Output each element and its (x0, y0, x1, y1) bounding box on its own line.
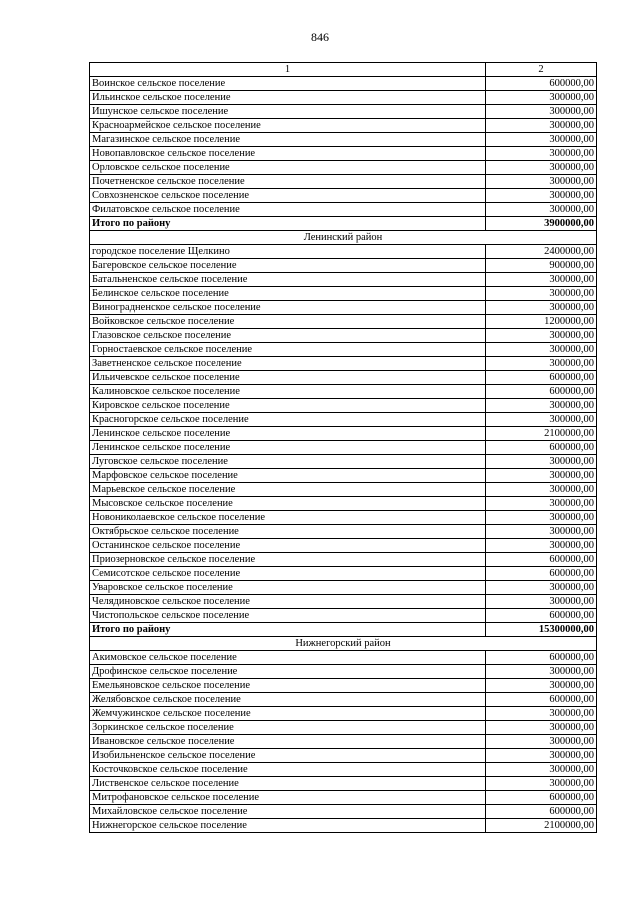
settlement-name: Ленинское сельское поселение (90, 427, 486, 441)
table-row (90, 441, 597, 455)
table-row (90, 147, 597, 161)
table-row (90, 567, 597, 581)
table-row (90, 595, 597, 609)
settlement-name: Филатовское сельское поселение (90, 203, 486, 217)
settlement-amount: 300000,00 (486, 147, 597, 161)
settlement-name: Желябовское сельское поселение (90, 693, 486, 707)
settlement-amount: 2400000,00 (486, 245, 597, 259)
settlement-name: Марфовское сельское поселение (90, 469, 486, 483)
table-row (90, 763, 597, 777)
settlement-amount: 600000,00 (486, 441, 597, 455)
table-row (90, 791, 597, 805)
table-row (90, 203, 597, 217)
settlement-amount: 600000,00 (486, 791, 597, 805)
table-row (90, 427, 597, 441)
table-row (90, 273, 597, 287)
settlement-name: Жемчужинское сельское поселение (90, 707, 486, 721)
district-heading: Нижнегорский район (90, 637, 597, 651)
settlement-name: Совхозненское сельское поселение (90, 189, 486, 203)
settlement-amount: 600000,00 (486, 77, 597, 91)
settlement-name: Косточковское сельское поселение (90, 763, 486, 777)
table-row (90, 819, 597, 833)
district-total-amount: 3900000,00 (486, 217, 597, 231)
table-row (90, 133, 597, 147)
settlement-name: Акимовское сельское поселение (90, 651, 486, 665)
settlement-amount: 600000,00 (486, 651, 597, 665)
settlement-name: Кировское сельское поселение (90, 399, 486, 413)
district-total-row (90, 217, 597, 231)
settlement-name: Останинское сельское поселение (90, 539, 486, 553)
district-heading: Ленинский район (90, 231, 597, 245)
settlement-name: Глазовское сельское поселение (90, 329, 486, 343)
settlement-name: Ильинское сельское поселение (90, 91, 486, 105)
settlement-name: Ишунское сельское поселение (90, 105, 486, 119)
settlement-name: Марьевское сельское поселение (90, 483, 486, 497)
settlement-name: Чистопольское сельское поселение (90, 609, 486, 623)
table-row (90, 329, 597, 343)
settlement-name: Новониколаевское сельское поселение (90, 511, 486, 525)
settlement-name: Ивановское сельское поселение (90, 735, 486, 749)
district-heading-row (90, 231, 597, 245)
settlement-amount: 300000,00 (486, 287, 597, 301)
table-row (90, 357, 597, 371)
settlement-name: Ленинское сельское поселение (90, 441, 486, 455)
settlement-amount: 300000,00 (486, 679, 597, 693)
settlement-amount: 600000,00 (486, 609, 597, 623)
settlement-amount: 300000,00 (486, 413, 597, 427)
settlement-name: Изобильненское сельское поселение (90, 749, 486, 763)
settlement-amount: 900000,00 (486, 259, 597, 273)
settlement-name: Митрофановское сельское поселение (90, 791, 486, 805)
table-row (90, 105, 597, 119)
settlement-amount: 300000,00 (486, 301, 597, 315)
table-row (90, 539, 597, 553)
settlement-name: Емельяновское сельское поселение (90, 679, 486, 693)
settlement-name: Красногорское сельское поселение (90, 413, 486, 427)
table-row (90, 315, 597, 329)
settlement-amount: 300000,00 (486, 665, 597, 679)
table-row (90, 259, 597, 273)
settlement-name: Виноградненское сельское поселение (90, 301, 486, 315)
table-row (90, 553, 597, 567)
settlement-name: Челядиновское сельское поселение (90, 595, 486, 609)
settlement-name: Луговское сельское поселение (90, 455, 486, 469)
settlement-amount: 300000,00 (486, 175, 597, 189)
settlement-amount: 300000,00 (486, 399, 597, 413)
table-row (90, 609, 597, 623)
settlement-amount: 600000,00 (486, 385, 597, 399)
table-row (90, 581, 597, 595)
settlement-amount: 300000,00 (486, 469, 597, 483)
table-row (90, 511, 597, 525)
settlement-amount: 600000,00 (486, 805, 597, 819)
settlement-name: Батальненское сельское поселение (90, 273, 486, 287)
settlement-amount: 300000,00 (486, 343, 597, 357)
settlement-name: Белинское сельское поселение (90, 287, 486, 301)
page-number: 846 (311, 30, 329, 44)
table-row (90, 413, 597, 427)
settlement-name: Почетненское сельское поселение (90, 175, 486, 189)
settlement-amount: 300000,00 (486, 525, 597, 539)
settlement-amount: 300000,00 (486, 595, 597, 609)
settlement-amount: 600000,00 (486, 371, 597, 385)
settlement-amount: 300000,00 (486, 329, 597, 343)
table-row (90, 77, 597, 91)
table-row (90, 721, 597, 735)
settlement-amount: 300000,00 (486, 455, 597, 469)
settlement-name: Горностаевское сельское поселение (90, 343, 486, 357)
settlement-amount: 600000,00 (486, 567, 597, 581)
table-row (90, 119, 597, 133)
settlement-amount: 300000,00 (486, 105, 597, 119)
table-row (90, 497, 597, 511)
settlement-name: Калиновское сельское поселение (90, 385, 486, 399)
district-total-label: Итого по району (90, 623, 486, 637)
settlement-amount: 300000,00 (486, 483, 597, 497)
table-row (90, 385, 597, 399)
table-row (90, 693, 597, 707)
table-row (90, 399, 597, 413)
settlement-amount: 300000,00 (486, 133, 597, 147)
table-row (90, 665, 597, 679)
settlement-amount: 300000,00 (486, 189, 597, 203)
table-row (90, 805, 597, 819)
settlement-name: Воинское сельское поселение (90, 77, 486, 91)
settlement-amount: 300000,00 (486, 749, 597, 763)
budget-table (89, 62, 597, 833)
settlement-name: Магазинское сельское поселение (90, 133, 486, 147)
settlement-name: Михайловское сельское поселение (90, 805, 486, 819)
settlement-name: Приозерновское сельское поселение (90, 553, 486, 567)
table-row (90, 679, 597, 693)
settlement-amount: 300000,00 (486, 721, 597, 735)
column-number-row (90, 63, 597, 77)
settlement-amount: 300000,00 (486, 539, 597, 553)
settlement-name: Зоркинское сельское поселение (90, 721, 486, 735)
settlement-amount: 300000,00 (486, 91, 597, 105)
settlement-amount: 300000,00 (486, 273, 597, 287)
settlement-amount: 2100000,00 (486, 427, 597, 441)
settlement-amount: 300000,00 (486, 777, 597, 791)
settlement-amount: 600000,00 (486, 693, 597, 707)
table-body (90, 63, 597, 833)
column-number-2: 2 (486, 63, 597, 77)
settlement-name: Ильичевское сельское поселение (90, 371, 486, 385)
district-total-row (90, 623, 597, 637)
settlement-name: Нижнегорское сельское поселение (90, 819, 486, 833)
table-row (90, 189, 597, 203)
settlement-amount: 1200000,00 (486, 315, 597, 329)
table-row (90, 749, 597, 763)
settlement-name: Заветненское сельское поселение (90, 357, 486, 371)
table-row (90, 735, 597, 749)
table-row (90, 287, 597, 301)
table-row (90, 301, 597, 315)
settlement-amount: 300000,00 (486, 497, 597, 511)
settlement-amount: 300000,00 (486, 161, 597, 175)
settlement-amount: 300000,00 (486, 735, 597, 749)
table-row (90, 469, 597, 483)
table-row (90, 651, 597, 665)
settlement-name: Войковское сельское поселение (90, 315, 486, 329)
settlement-name: Новопавловское сельское поселение (90, 147, 486, 161)
table-row (90, 483, 597, 497)
settlement-amount: 300000,00 (486, 119, 597, 133)
table-row (90, 245, 597, 259)
table-row (90, 371, 597, 385)
settlement-name: Дрофинское сельское поселение (90, 665, 486, 679)
district-total-label: Итого по району (90, 217, 486, 231)
settlement-amount: 300000,00 (486, 203, 597, 217)
table-row (90, 525, 597, 539)
table-row (90, 175, 597, 189)
table-row (90, 777, 597, 791)
settlement-name: Мысовское сельское поселение (90, 497, 486, 511)
table-row (90, 707, 597, 721)
settlement-name: Семисотское сельское поселение (90, 567, 486, 581)
settlement-name: Октябрьское сельское поселение (90, 525, 486, 539)
settlement-amount: 600000,00 (486, 553, 597, 567)
settlement-name: Орловское сельское поселение (90, 161, 486, 175)
table-row (90, 91, 597, 105)
settlement-name: Красноармейское сельское поселение (90, 119, 486, 133)
settlement-name: Уваровское сельское поселение (90, 581, 486, 595)
table-row (90, 455, 597, 469)
settlement-name: городское поселение Щелкино (90, 245, 486, 259)
district-heading-row (90, 637, 597, 651)
table-row (90, 161, 597, 175)
table-row (90, 343, 597, 357)
settlement-amount: 300000,00 (486, 581, 597, 595)
settlement-name: Лиственское сельское поселение (90, 777, 486, 791)
settlement-name: Багеровское сельское поселение (90, 259, 486, 273)
settlement-amount: 300000,00 (486, 763, 597, 777)
district-total-amount: 15300000,00 (486, 623, 597, 637)
settlement-amount: 300000,00 (486, 511, 597, 525)
settlement-amount: 300000,00 (486, 357, 597, 371)
column-number-1: 1 (90, 63, 486, 77)
settlement-amount: 2100000,00 (486, 819, 597, 833)
settlement-amount: 300000,00 (486, 707, 597, 721)
